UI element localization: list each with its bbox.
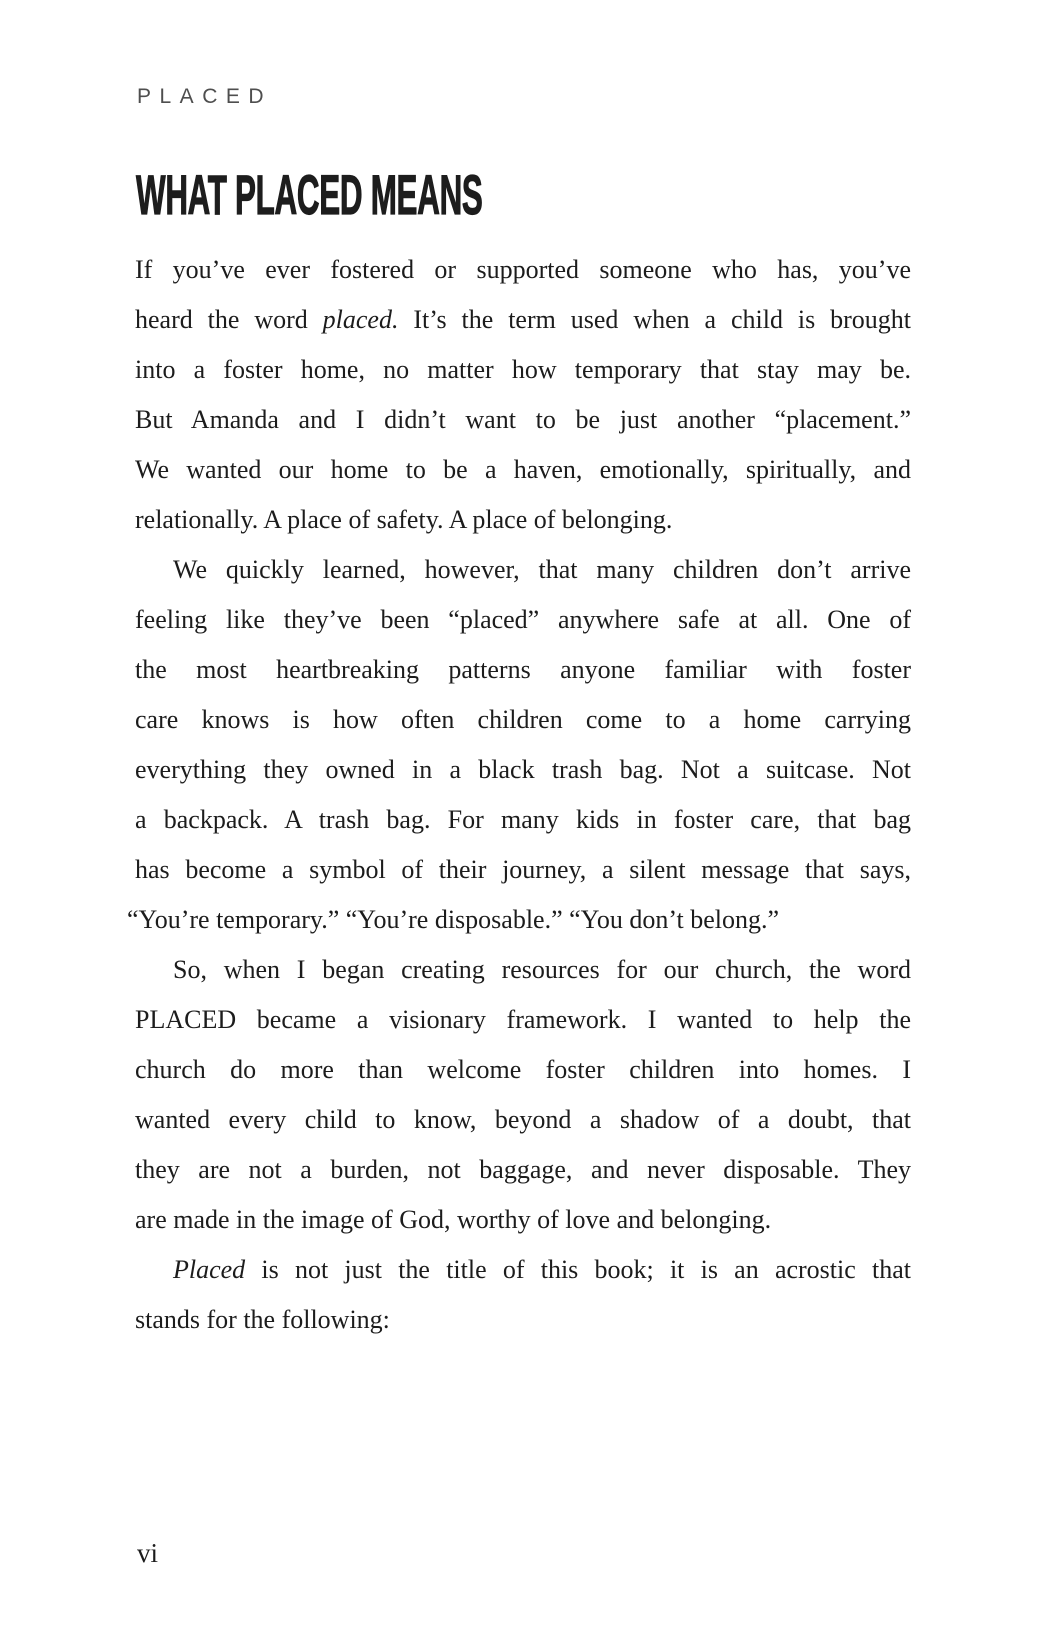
text-line xyxy=(135,1195,911,1245)
running-head: PLACED xyxy=(137,85,273,108)
text-line xyxy=(135,395,911,445)
text-line xyxy=(135,695,911,745)
text-segment: We wanted our home to be a haven, emotionally, spiritually, and xyxy=(135,455,911,484)
italic-text: Placed xyxy=(173,1255,246,1284)
text-segment: heard the word xyxy=(135,305,323,334)
text-segment: relationally. A place of safety. A place of belonging. xyxy=(135,505,673,534)
text-line xyxy=(135,545,911,595)
text-line xyxy=(135,995,911,1045)
text-segment: into a foster home, no matter how temporary that stay may be. xyxy=(135,355,911,384)
text-segment: stands for the following: xyxy=(135,1305,390,1334)
text-line xyxy=(135,1245,911,1295)
paragraph xyxy=(135,245,911,545)
text-segment: But Amanda and I didn’t want to be just another “placement.” xyxy=(135,405,911,434)
chapter-title-text: WHAT PLACED MEANS xyxy=(136,163,483,226)
text-line xyxy=(135,645,911,695)
text-segment: wanted every child to know, beyond a shadow of a doubt, that xyxy=(135,1105,911,1134)
text-segment: has become a symbol of their journey, a silent message that says, xyxy=(135,855,911,884)
page-number: vi xyxy=(137,1538,159,1568)
text-segment: the most heartbreaking patterns anyone familiar with foster xyxy=(135,655,911,684)
text-line xyxy=(135,345,911,395)
text-segment: a backpack. A trash bag. For many kids in foster care, that bag xyxy=(135,805,911,834)
text-line xyxy=(135,245,911,295)
text-segment: they are not a burden, not baggage, and never disposable. They xyxy=(135,1155,911,1184)
text-line xyxy=(135,795,911,845)
text-line xyxy=(135,1145,911,1195)
text-segment: is not just the title of this book; it is an acrostic that xyxy=(245,1255,911,1284)
paragraph xyxy=(135,1245,911,1345)
text-line xyxy=(135,1045,911,1095)
text-line xyxy=(135,295,911,345)
paragraph xyxy=(127,545,911,945)
text-line xyxy=(135,1095,911,1145)
text-segment: It’s the term used when a child is brought xyxy=(398,305,912,334)
text-line xyxy=(135,945,911,995)
text-segment: PLACED became a visionary framework. I wanted to help the xyxy=(135,1005,911,1034)
text-line xyxy=(135,595,911,645)
paragraph xyxy=(135,945,911,1245)
text-segment: are made in the image of God, worthy of love and belonging. xyxy=(135,1205,772,1234)
text-segment: care knows is how often children come to a home carrying xyxy=(135,705,911,734)
text-segment: So, when I began creating resources for our church, the word xyxy=(173,955,911,984)
body-text xyxy=(127,245,912,1345)
text-segment: feeling like they’ve been “placed” anywhere safe at all. One of xyxy=(135,605,911,634)
text-segment: “You’re temporary.” “You’re disposable.” “You don’t belong.” xyxy=(127,905,780,934)
italic-text: placed. xyxy=(322,305,399,334)
text-segment: If you’ve ever fostered or supported someone who has, you’ve xyxy=(135,255,911,284)
text-segment: We quickly learned, however, that many children don’t arrive xyxy=(173,555,911,584)
text-segment: everything they owned in a black trash bag. Not a suitcase. Not xyxy=(135,755,911,784)
text-line xyxy=(135,845,911,895)
text-segment: church do more than welcome foster children into homes. I xyxy=(135,1055,911,1084)
text-line xyxy=(135,745,911,795)
text-line xyxy=(135,445,911,495)
text-line xyxy=(135,495,911,545)
text-line xyxy=(127,895,911,945)
text-line xyxy=(135,1295,911,1345)
chapter-title xyxy=(136,163,755,226)
